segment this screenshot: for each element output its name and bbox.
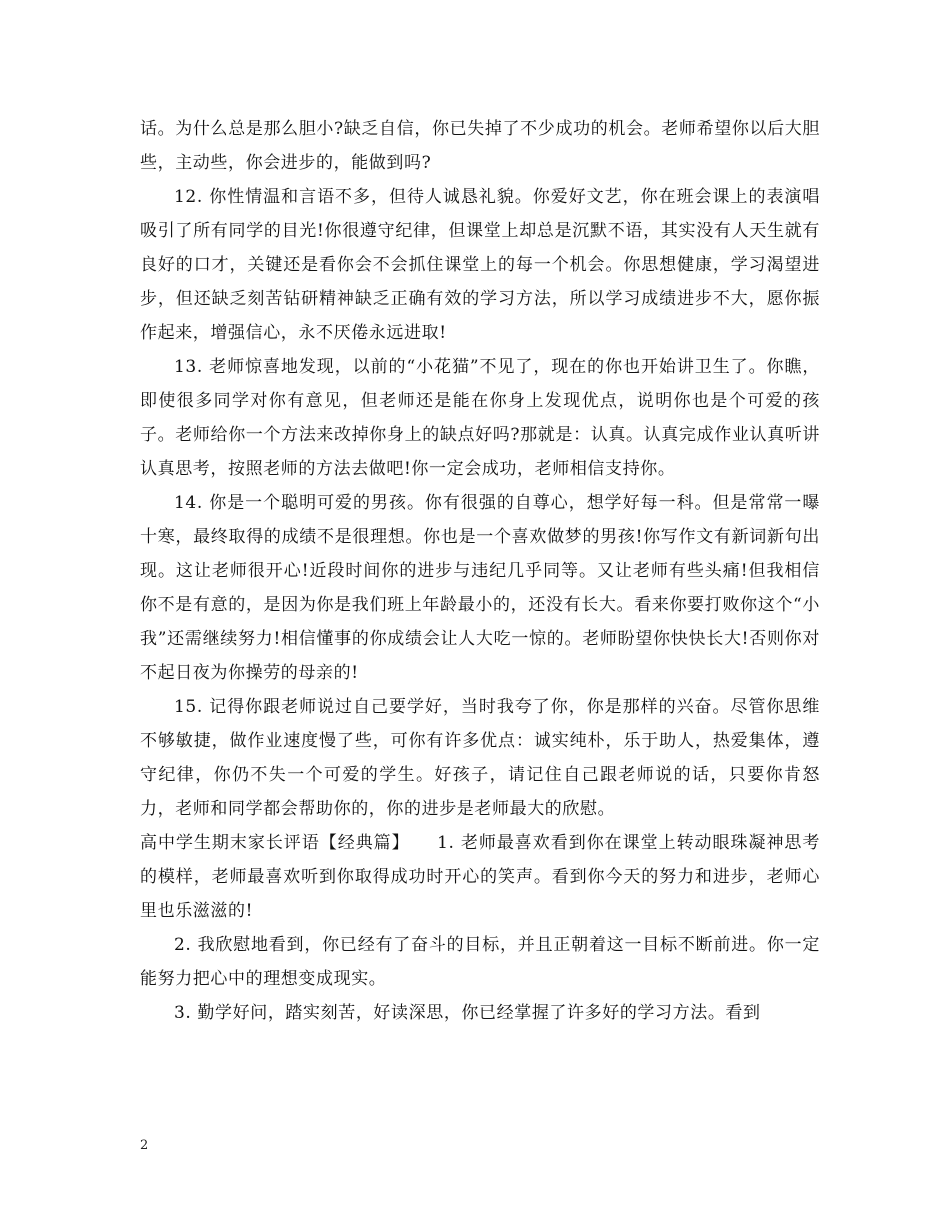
paragraph-continuation: 话。为什么总是那么胆小?缺乏自信，你已失掉了不少成功的机会。老师希望你以后大胆些，主动些，你会进步的，能做到吗? xyxy=(140,119,820,173)
page-number: 2 xyxy=(140,1138,149,1153)
paragraph-item-3: 3. 勤学好问，踏实刻苦，好读深思，你已经掌握了许多好的学习方法。看到 xyxy=(174,1003,761,1023)
paragraph-item-15: 15. 记得你跟老师说过自己要学好，当时我夸了你，你是那样的兴奋。尽管你思维不够敏捷，做作业速度慢了些，可你有许多优点：诚实纯朴，乐于助人，热爱集体，遵守纪律，你仍不失一个可爱的学生。好孩子，请记住自己跟老师说的话，只要你肯怒力，老师和同学都会帮助你的，你的进步是老师最大的欣慰。 xyxy=(140,697,820,819)
paragraph-item-14: 14. 你是一个聪明可爱的男孩。你有很强的自尊心，想学好每一科。但是常常一曝十寒，最终取得的成绩不是很理想。你也是一个喜欢做梦的男孩!你写作文有新词新句出现。这让老师很开心!近段时间你的进步与违纪几乎同等。又让老师有些头痛!但我相信你不是有意的，是因为你是我们班上年龄最小的，还没有长大。看来你要打败你这个“小我”还需继续努力!相信懂事的你成绩会让人大吃一惊的。老师盼望你快快长大!否则你对不起日夜为你操劳的母亲的! xyxy=(140,493,820,683)
paragraph-item-13: 13. 老师惊喜地发现，以前的“小花猫”不见了，现在的你也开始讲卫生了。你瞧，即使很多同学对你有意见，但老师还是能在你身上发现优点，说明你也是个可爱的孩子。老师给你一个方法来改掉你身上的缺点好吗?那就是：认真。认真完成作业认真听讲认真思考，按照老师的方法去做吧!你一定会成功，老师相信支持你。 xyxy=(140,357,820,479)
paragraph-section-heading: 高中学生期末家长评语【经典篇】 1. 老师最喜欢看到你在课堂上转动眼珠凝神思考的模样，老师最喜欢听到你取得成功时开心的笑声。看到你今天的努力和进步，老师心里也乐滋滋的! xyxy=(140,833,820,921)
paragraph-item-2: 2. 我欣慰地看到，你已经有了奋斗的目标，并且正朝着这一目标不断前进。你一定能努力把心中的理想变成现实。 xyxy=(140,935,820,989)
paragraph-item-12: 12. 你性情温和言语不多，但待人诚恳礼貌。你爱好文艺，你在班会课上的表演唱吸引了所有同学的目光!你很遵守纪律，但课堂上却总是沉默不语，其实没有人天生就有良好的口才，关键还是看你会不会抓住课堂上的每一个机会。你思想健康，学习渴望进步，但还缺乏刻苦钻研精神缺乏正确有效的学习方法，所以学习成绩进步不大，愿你振作起来，增强信心，永不厌倦永远进取! xyxy=(140,187,820,343)
document-body xyxy=(140,112,820,1030)
